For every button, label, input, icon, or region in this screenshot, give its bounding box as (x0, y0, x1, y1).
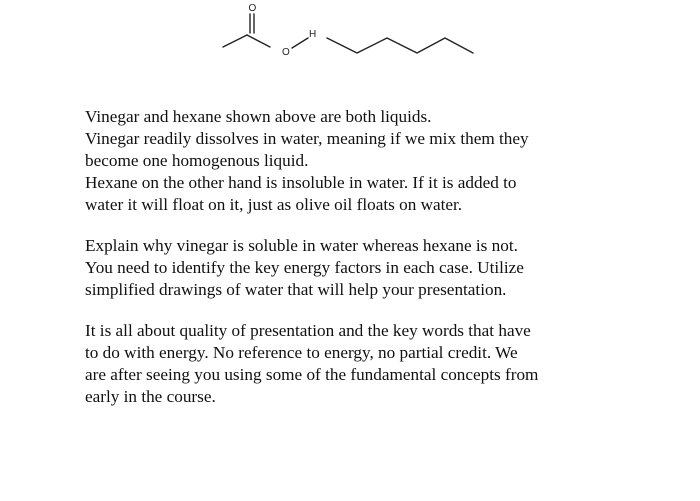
hydrogen-label: H (309, 29, 317, 40)
o-h-bond (292, 38, 308, 48)
carbonyl-oxygen-label: O (248, 3, 257, 14)
text-line: Hexane on the other hand is insoluble in water. If it is added to (85, 173, 517, 192)
text-line: water it will float on it, just as olive oil floats on water. (85, 195, 463, 214)
hexane-structure (327, 38, 473, 53)
paragraph-instructions (85, 320, 645, 408)
text-line: simplified drawings of water that will help your presentation. (85, 280, 507, 299)
text-line: You need to identify the key energy factors in each case. Utilize (85, 258, 524, 277)
methyl-bond (223, 35, 247, 47)
question-text (85, 106, 645, 408)
text-line: become one homogenous liquid. (85, 151, 309, 170)
acetic-acid-structure (223, 3, 316, 58)
text-line: to do with energy. No reference to energy, no partial credit. We (85, 343, 518, 362)
text-line: Vinegar readily dissolves in water, meaning if we mix them they (85, 129, 529, 148)
paragraph-intro (85, 106, 645, 216)
paragraph-question (85, 235, 645, 301)
text-line: are after seeing you using some of the fundamental concepts from (85, 365, 539, 384)
text-line: It is all about quality of presentation and the key words that have (85, 321, 531, 340)
text-line: early in the course. (85, 387, 216, 406)
text-line: Vinegar and hexane shown above are both liquids. (85, 107, 432, 126)
structures-svg (205, 0, 495, 70)
c-o-single-bond (247, 35, 270, 47)
hydroxyl-oxygen-label: O (282, 47, 290, 58)
text-line: Explain why vinegar is soluble in water whereas hexane is not. (85, 236, 518, 255)
molecule-structures (205, 0, 495, 70)
